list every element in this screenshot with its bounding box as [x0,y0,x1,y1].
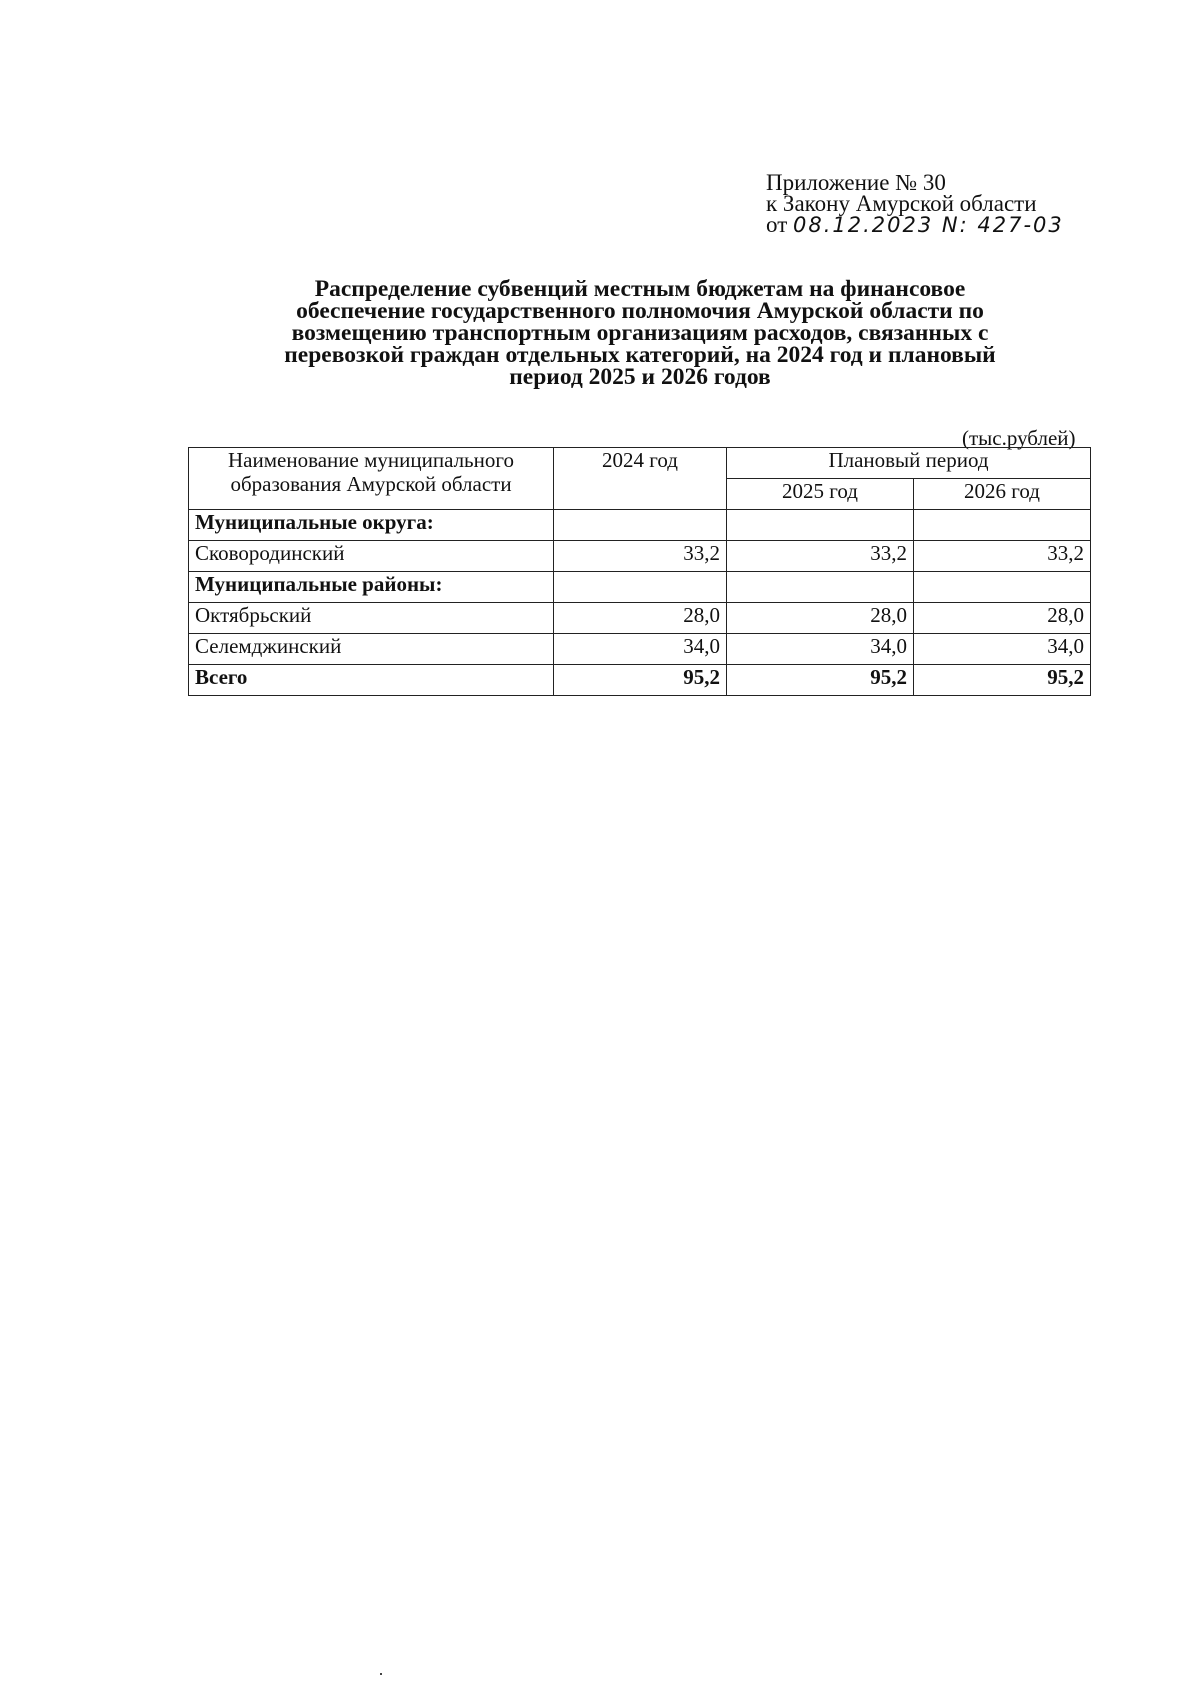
title-line-4: перевозкой граждан отдельных категорий, на 2024 год и плановый [284,342,996,368]
title-line-2: обеспечение государственного полномочия Амурской области по [296,298,984,324]
total-2025: 95,2 [727,665,914,696]
value-2025: 28,0 [727,603,914,634]
appendix-header [766,172,1064,236]
empty-cell [914,510,1091,541]
empty-cell [914,572,1091,603]
section-label: Муниципальные районы: [189,572,554,603]
total-row [189,665,1091,696]
total-label: Всего [189,665,554,696]
section-row-regions [189,572,1091,603]
units-label: (тыс.рублей) [962,426,1076,450]
header-municipality-line-1: Наименование муниципального [228,448,514,472]
municipality-name: Октябрьский [189,603,554,634]
value-2025: 33,2 [727,541,914,572]
appendix-law-reference: к Закону Амурской области [766,191,1037,216]
header-municipality-line-2: образования Амурской области [230,472,512,496]
header-year-2025: 2025 год [727,479,914,510]
handwritten-date-number: 08.12.2023 N: 427-03 [793,213,1064,237]
table-header-row [189,448,1091,479]
value-2026: 28,0 [914,603,1091,634]
title-line-1: Распределение субвенций местным бюджетам на финансовое [314,276,966,302]
empty-cell [727,572,914,603]
scan-speck [380,1673,382,1675]
empty-cell [727,510,914,541]
header-year-2026: 2026 год [914,479,1091,510]
distribution-table [188,447,1091,696]
value-2024: 34,0 [554,634,727,665]
total-2026: 95,2 [914,665,1091,696]
value-2026: 34,0 [914,634,1091,665]
value-2026: 33,2 [914,541,1091,572]
value-2024: 33,2 [554,541,727,572]
section-row-districts [189,510,1091,541]
title-line-5: период 2025 и 2026 годов [509,364,771,390]
table-row [189,603,1091,634]
table-row [189,634,1091,665]
municipality-name: Сковородинский [189,541,554,572]
value-2025: 34,0 [727,634,914,665]
empty-cell [554,572,727,603]
header-municipality [189,448,554,510]
table-row [189,541,1091,572]
value-2024: 28,0 [554,603,727,634]
appendix-number: Приложение № 30 [766,170,946,195]
header-year-2024: 2024 год [554,448,727,510]
title-line-3: возмещению транспортным организациям расходов, связанных с [291,320,989,346]
total-2024: 95,2 [554,665,727,696]
section-label: Муниципальные округа: [189,510,554,541]
document-title [200,278,1080,388]
header-planned-period: Плановый период [727,448,1091,479]
empty-cell [554,510,727,541]
appendix-date-line [766,214,1064,236]
municipality-name: Селемджинский [189,634,554,665]
appendix-date-prefix: от [766,212,788,237]
